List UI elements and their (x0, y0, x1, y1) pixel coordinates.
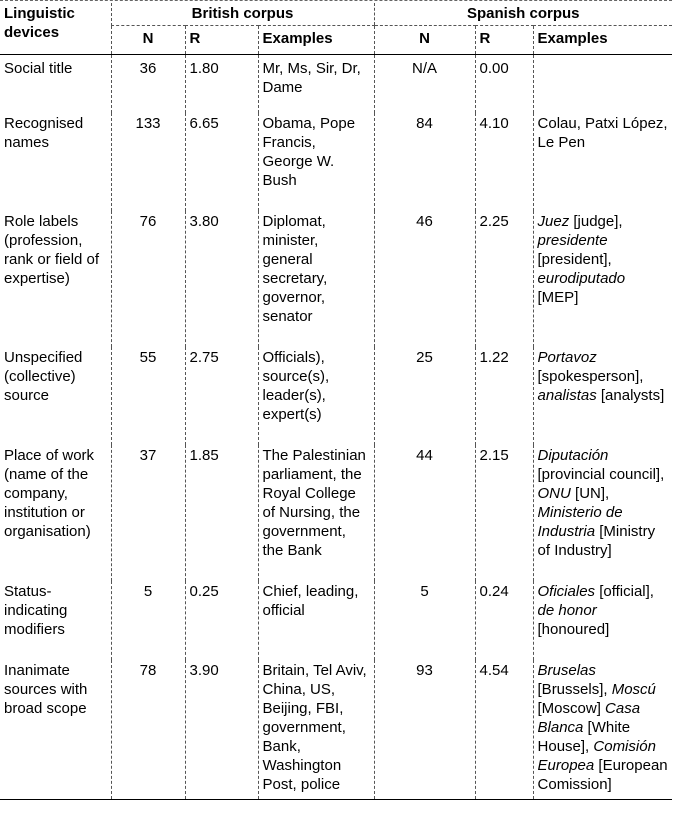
cell-device: Unspecified (collective) source (4, 349, 83, 404)
table-row (0, 347, 672, 445)
translation: [MEP] (537, 289, 579, 306)
cell-british-r: 6.65 (185, 113, 258, 211)
cell-british-n: 78 (111, 660, 185, 800)
cell-british-examples: Mr, Ms, Sir, Dr, Dame (258, 55, 374, 114)
col-header-spanish-r: R (475, 26, 533, 55)
translation: [White House], (537, 719, 631, 755)
col-header-linguistic-devices: Linguistic devices (0, 3, 111, 55)
translation: [Moscow] (537, 700, 606, 717)
translation: [honoured] (537, 621, 610, 638)
col-header-british-n: N (111, 26, 185, 55)
cell-spanish-examples (533, 581, 672, 660)
cell-spanish-examples (533, 660, 672, 800)
cell-spanish-n: 46 (374, 211, 475, 347)
cell-british-examples: Chief, leading, official (258, 581, 374, 660)
col-header-spanish-n: N (374, 26, 475, 55)
cell-british-n: 76 (111, 211, 185, 347)
spanish-term: presidente (537, 232, 608, 249)
col-header-british-r: R (185, 26, 258, 55)
header-british-corpus: British corpus (111, 3, 374, 26)
spanish-term: Ministerio de Industria (537, 504, 623, 540)
table-row (0, 113, 672, 211)
spanish-term: Portavoz (537, 349, 597, 366)
cell-british-examples: Britain, Tel Aviv, China, US, Beijing, FBI, government, Bank, Washington Post, police (258, 660, 374, 800)
cell-british-examples: Officials), source(s), leader(s), expert(s) (258, 347, 374, 445)
cell-spanish-r: 1.22 (475, 347, 533, 445)
table-body (0, 55, 672, 800)
cell-spanish-examples (533, 55, 672, 114)
cell-spanish-n: 84 (374, 113, 475, 211)
translation: [Brussels], (537, 681, 612, 698)
cell-british-examples: Obama, Pope Francis, George W. Bush (258, 113, 374, 211)
translation: [Ministry of Industry] (537, 523, 656, 559)
cell-british-r: 2.75 (185, 347, 258, 445)
header-spanish-corpus: Spanish corpus (374, 3, 672, 26)
cell-british-n: 5 (111, 581, 185, 660)
cell-british-n: 133 (111, 113, 185, 211)
cell-device: Inanimate sources with broad scope (0, 660, 111, 800)
table-row (0, 581, 672, 660)
cell-british-n: 36 (111, 55, 185, 114)
cell-british-r: 1.85 (185, 445, 258, 581)
cell-spanish-n: 93 (374, 660, 475, 800)
spanish-term: ONU (537, 485, 571, 502)
linguistic-devices-table (0, 3, 672, 800)
cell-device: Role labels (profession, rank or field of expertise) (4, 213, 100, 287)
spanish-term: Oficiales (537, 583, 596, 600)
spanish-term: Casa Blanca (537, 700, 641, 736)
cell-device: Recognised names (4, 115, 84, 151)
spanish-term: Bruselas (537, 662, 596, 679)
cell-spanish-examples (533, 445, 672, 581)
spanish-term: Diputación (537, 447, 609, 464)
header-group-row (0, 3, 672, 26)
translation: [official], (595, 583, 654, 600)
translation: [provincial council], (537, 466, 665, 483)
cell-spanish-n: 25 (374, 347, 475, 445)
cell-british-examples: The Palestinian parliament, the Royal College of Nursing, the government, the Bank (258, 445, 374, 581)
spanish-term: Comisión Europea (537, 738, 656, 774)
cell-british-n: 55 (111, 347, 185, 445)
cell-device: Status-indicating modifiers (4, 583, 68, 638)
spanish-term: Juez (537, 213, 570, 230)
translation: [UN], (570, 485, 610, 502)
cell-spanish-r: 4.10 (475, 113, 533, 211)
col-header-spanish-examples: Examples (533, 26, 672, 55)
translation: [European Comission] (537, 757, 668, 793)
spanish-term: de honor (537, 602, 597, 619)
cell-spanish-n: N/A (374, 55, 475, 114)
cell-spanish-r: 0.24 (475, 581, 533, 660)
cell-spanish-examples (533, 211, 672, 347)
cell-british-n: 37 (111, 445, 185, 581)
cell-device: Place of work (name of the company, institution or organisation) (4, 447, 95, 540)
cell-spanish-examples: Colau, Patxi López, Le Pen (533, 113, 672, 211)
table-row (0, 211, 672, 347)
table-row (0, 660, 672, 800)
cell-spanish-examples (533, 347, 672, 445)
cell-british-r: 3.80 (185, 211, 258, 347)
spanish-term: eurodiputado (537, 270, 626, 287)
col-header-british-examples: Examples (258, 26, 374, 55)
cell-british-r: 3.90 (185, 660, 258, 800)
cell-spanish-r: 0.00 (475, 55, 533, 114)
cell-british-examples: Diplomat, minister, general secretary, governor, senator (258, 211, 374, 347)
translation: [president], (537, 251, 612, 268)
cell-spanish-r: 4.54 (475, 660, 533, 800)
translation: [judge], (569, 213, 623, 230)
spanish-term: Moscú (611, 681, 656, 698)
cell-spanish-n: 44 (374, 445, 475, 581)
cell-spanish-r: 2.25 (475, 211, 533, 347)
cell-british-r: 0.25 (185, 581, 258, 660)
cell-spanish-r: 2.15 (475, 445, 533, 581)
cell-spanish-n: 5 (374, 581, 475, 660)
cell-device: Social title (4, 60, 73, 77)
translation: [analysts] (596, 387, 665, 404)
translation: [spokesperson], (537, 368, 644, 385)
spanish-term: analistas (537, 387, 597, 404)
cell-british-r: 1.80 (185, 55, 258, 114)
table-row (0, 445, 672, 581)
table-row (0, 55, 672, 114)
